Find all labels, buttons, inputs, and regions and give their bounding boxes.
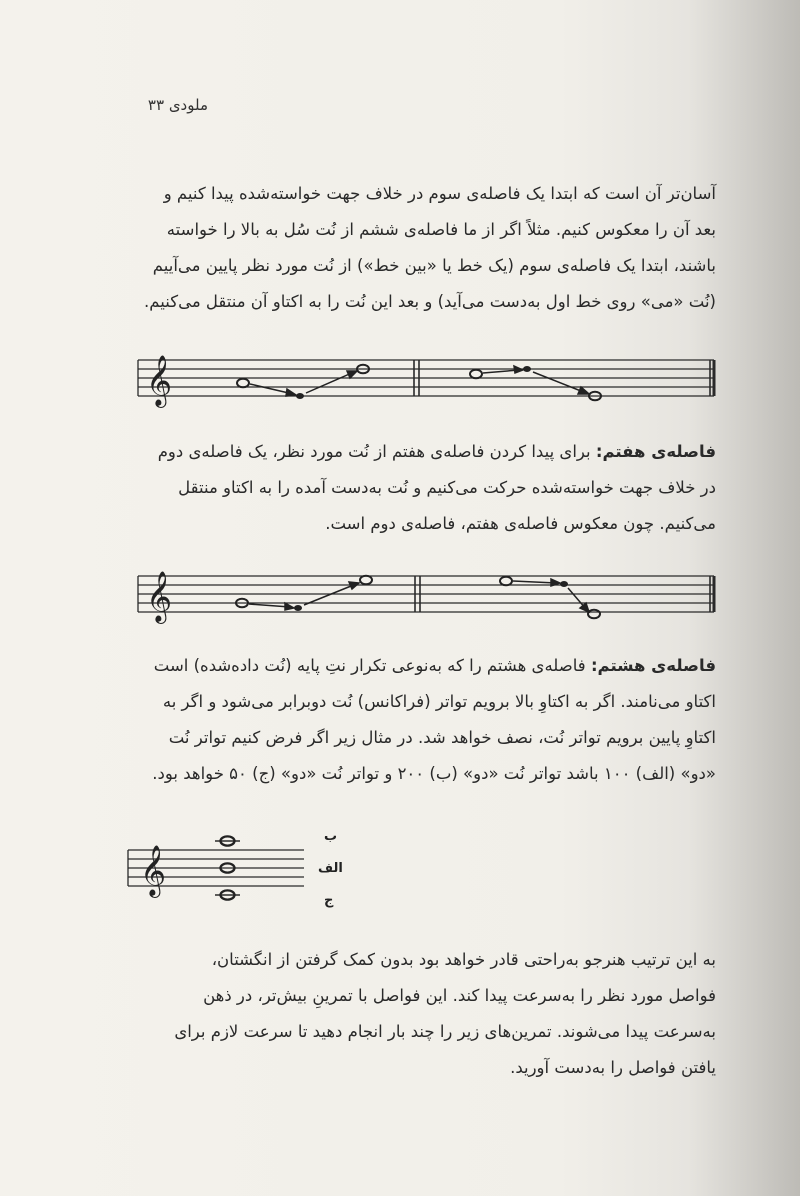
- paragraph-seventh-interval: [158, 434, 716, 542]
- text-line: «دو» (الف) ۱۰۰ باشد تواتر نُت «دو» (ب) ۲۰۰ و تواتر نُت «دو» (ج) ۵۰ خواهد بود.: [152, 764, 716, 783]
- text-line: یافتن فواصل را به‌دست آورید.: [510, 1058, 716, 1077]
- music-staff-octave-example: [128, 820, 368, 920]
- svg-text:𝄞: 𝄞: [140, 845, 167, 896]
- section-heading: فاصله‌ی هفتم:: [595, 442, 716, 461]
- paragraph-sixth-interval: [144, 176, 716, 320]
- svg-text:𝄞: 𝄞: [146, 571, 173, 622]
- text-line: فواصل مورد نظر را به‌سرعت پیدا کند. این فواصل با تمرینِ بیش‌تر، در ذهن: [203, 986, 716, 1005]
- text-line: باشند، ابتدا یک فاصله‌ی سوم (یک خط یا «بین خط») از نُت مورد نظر پایین می‌آییم: [152, 256, 716, 275]
- treble-clef-icon: [140, 845, 166, 898]
- text-segment: فاصله‌ی هشتم را که به‌نوعی تکرار نتِ پایه (نُت داده‌شده) است: [153, 656, 586, 675]
- music-staff-sixth-example: [138, 340, 718, 420]
- text-segment: برای پیدا کردن فاصله‌ی هفتم از نُت مورد نظر، یک فاصله‌ی دوم: [157, 442, 591, 461]
- svg-text:𝄞: 𝄞: [146, 355, 173, 406]
- paragraph-conclusion: [174, 942, 716, 1086]
- text-line: [152, 648, 716, 684]
- text-line: در خلاف جهت خواسته‌شده حرکت می‌کنیم و نُت به‌دست آمده را به اکتاو منتقل: [178, 478, 716, 497]
- text-line: می‌کنیم. چون معکوس فاصله‌ی هفتم، فاصله‌ی دوم است.: [325, 514, 716, 533]
- text-line: اکتاوِ پایین برویم تواتر نُت، نصف خواهد شد. در مثال زیر اگر فرض کنیم تواتر نُت: [168, 728, 716, 747]
- treble-clef-icon: [146, 355, 172, 408]
- text-line: آسان‌تر آن است که ابتدا یک فاصله‌ی سوم در خلاف جهت خواسته‌شده پیدا کنیم و: [163, 184, 716, 203]
- note-label-b: ب: [324, 829, 338, 844]
- text-line: اکتاو می‌نامند. اگر به اکتاوِ بالا برویم تواتر (فراکانس) نُت دوبرابر می‌شود و اگر به: [162, 692, 716, 711]
- section-heading: فاصله‌ی هشتم:: [590, 656, 716, 675]
- note-label-alef: الف: [318, 861, 343, 876]
- treble-clef-icon: [146, 571, 172, 624]
- paragraph-octave: [152, 648, 716, 792]
- page-header: ملودی ۳۳: [147, 96, 208, 114]
- text-line: به این ترتیب هنرجو به‌راحتی قادر خواهد بود بدون کمک گرفتن از انگشتان،: [211, 950, 716, 969]
- text-line: [158, 434, 716, 470]
- text-line: به‌سرعت پیدا می‌شوند. تمرین‌های زیر را چند بار انجام دهید تا سرعت لازم برای: [174, 1022, 716, 1041]
- text-line: بعد آن را معکوس کنیم. مثلاً اگر از ما فاصله‌ی ششم از نُت سُل به بالا را خواسته: [166, 220, 716, 239]
- note-label-j: ج: [324, 893, 334, 908]
- text-line: (نُت «می» روی خط اول به‌دست می‌آید) و بعد این نُت را به اکتاو آن منتقل می‌کنیم.: [144, 292, 716, 311]
- music-staff-seventh-example: [138, 558, 718, 638]
